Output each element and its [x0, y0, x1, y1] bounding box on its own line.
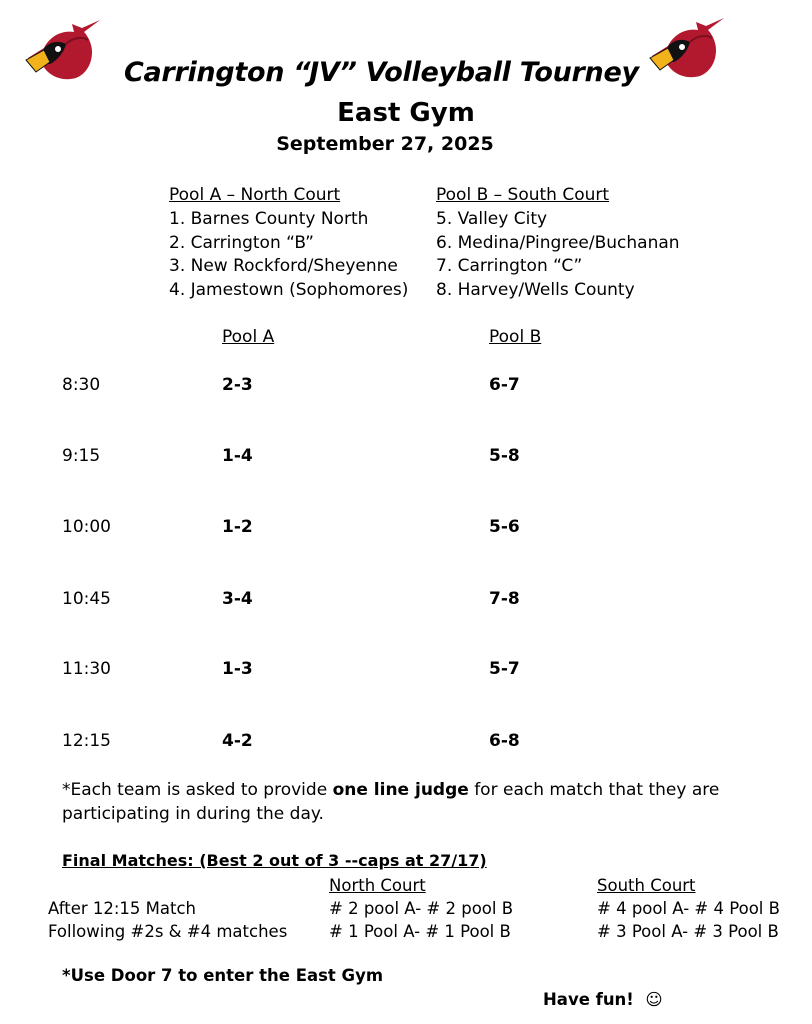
south-court-match: # 3 Pool A- # 3 Pool B: [597, 922, 779, 941]
pool-a-match: 3-4: [222, 589, 253, 609]
pool-b-match: 5-8: [489, 446, 520, 466]
list-item: 8. Harvey/Wells County: [436, 279, 635, 300]
note-emphasis: one line judge: [332, 780, 469, 800]
south-court-match: # 4 pool A- # 4 Pool B: [597, 899, 780, 918]
south-court-heading: South Court: [597, 876, 696, 895]
note-text: for each match that they are participating in during the day.: [62, 780, 720, 824]
schedule-col-pool-b: Pool B: [489, 327, 542, 347]
page-title: Carrington “JV” Volleyball Tourney: [124, 57, 639, 88]
pool-b-match: 6-7: [489, 375, 520, 395]
match-time: 12:15: [62, 731, 111, 751]
closing-message: [543, 990, 663, 1009]
page-subtitle: East Gym: [337, 98, 475, 128]
cardinal-logo-right: [646, 16, 726, 84]
list-item: 5. Valley City: [436, 209, 548, 229]
final-label: After 12:15 Match: [48, 899, 197, 918]
pool-b-heading: Pool B – South Court: [436, 185, 610, 205]
list-item: 7. Carrington “C”: [436, 256, 583, 276]
pool-a-match: 4-2: [222, 731, 253, 751]
south-court-matches: [597, 897, 780, 943]
north-court-matches: [329, 897, 513, 943]
list-item: 1. Barnes County North: [169, 209, 369, 229]
line-judge-note: [62, 778, 742, 826]
north-court-match: # 1 Pool A- # 1 Pool B: [329, 922, 511, 941]
door-instructions: *Use Door 7 to enter the East Gym: [62, 966, 384, 985]
schedule-col-pool-a: Pool A: [222, 327, 275, 347]
pool-b-match: 5-7: [489, 659, 520, 679]
cardinal-icon: [650, 18, 724, 77]
note-text: *Each team is asked to provide: [62, 780, 333, 800]
pool-a-heading: Pool A – North Court: [169, 185, 341, 205]
final-matches-heading: Final Matches: (Best 2 out of 3 --caps at 27/17): [62, 851, 487, 870]
pool-b-match: 7-8: [489, 589, 520, 609]
have-fun-text: Have fun!: [543, 990, 634, 1009]
pool-a-match: 1-2: [222, 517, 253, 537]
pool-a-team-list: [169, 208, 408, 302]
pool-a-match: 2-3: [222, 375, 253, 395]
pool-b-match: 5-6: [489, 517, 520, 537]
north-court-match: # 2 pool A- # 2 pool B: [329, 899, 514, 918]
final-labels: [48, 897, 287, 943]
list-item: 4. Jamestown (Sophomores): [169, 279, 409, 300]
list-item: 6. Medina/Pingree/Buchanan: [436, 232, 680, 253]
match-time: 10:00: [62, 517, 111, 537]
pool-a-match: 1-3: [222, 659, 253, 679]
match-time: 9:15: [62, 446, 101, 466]
list-item: 3. New Rockford/Sheyenne: [169, 256, 398, 276]
event-date: September 27, 2025: [276, 133, 494, 155]
list-item: 2. Carrington “B”: [169, 232, 314, 253]
pool-a-match: 1-4: [222, 446, 253, 466]
cardinal-logo-left: [22, 18, 102, 86]
match-time: 11:30: [62, 659, 111, 679]
match-time: 8:30: [62, 375, 101, 395]
north-court-heading: North Court: [329, 876, 426, 895]
cardinal-icon: [26, 20, 100, 79]
smiley-icon: ☺: [645, 990, 663, 1009]
pool-b-match: 6-8: [489, 731, 520, 751]
pool-b-team-list: [436, 208, 680, 302]
match-time: 10:45: [62, 589, 111, 609]
final-label: Following #2s & #4 matches: [48, 922, 288, 941]
